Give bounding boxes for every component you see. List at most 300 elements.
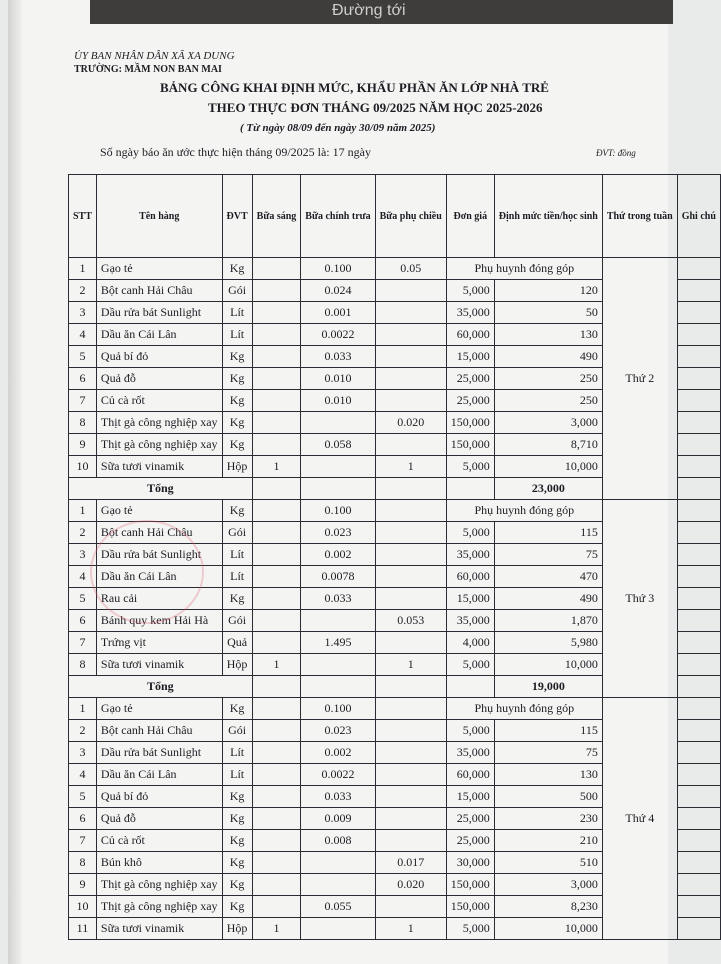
column-header: Thứ trong tuần [602, 175, 677, 258]
table-cell: 4 [69, 566, 97, 588]
table-cell: 6 [69, 808, 97, 830]
table-cell: Thịt gà công nghiệp xay [96, 874, 222, 896]
table-cell [375, 522, 446, 544]
empty-cell [252, 676, 301, 698]
empty-cell [375, 676, 446, 698]
table-cell: Bột canh Hải Châu [96, 280, 222, 302]
weekday-cell: Thứ 3 [602, 500, 677, 698]
table-cell: Hộp [222, 918, 252, 940]
table-cell [252, 742, 301, 764]
days-note: Số ngày báo ăn ước thực hiện tháng 09/2025 là: 17 ngày [100, 145, 371, 159]
table-cell: 4,000 [446, 632, 494, 654]
table-cell [252, 808, 301, 830]
table-cell: 3,000 [494, 412, 602, 434]
table-cell: 1 [252, 654, 301, 676]
parent-contribution-cell: Phụ huynh đóng góp [446, 698, 602, 720]
empty-cell [375, 478, 446, 500]
column-header: Tên hàng [96, 175, 222, 258]
table-cell: Quả bí đỏ [96, 346, 222, 368]
table-cell: 5,000 [446, 918, 494, 940]
table-cell: 0.008 [301, 830, 375, 852]
table-cell: 10 [69, 896, 97, 918]
table-cell: Quả bí đỏ [96, 786, 222, 808]
table-cell: Kg [222, 412, 252, 434]
table-cell: 35,000 [446, 742, 494, 764]
table-cell: Dầu rửa bát Sunlight [96, 544, 222, 566]
table-cell: 9 [69, 874, 97, 896]
table-cell: 3 [69, 544, 97, 566]
table-cell: 8,710 [494, 434, 602, 456]
table-cell: Kg [222, 698, 252, 720]
table-cell [252, 786, 301, 808]
table-cell: 0.058 [301, 434, 375, 456]
table-cell [301, 412, 375, 434]
table-cell: 15,000 [446, 786, 494, 808]
table-cell: Sữa tươi vinamik [96, 456, 222, 478]
table-cell: Gạo tẻ [96, 698, 222, 720]
table-cell: 15,000 [446, 346, 494, 368]
table-cell: 7 [69, 632, 97, 654]
table-cell: 15,000 [446, 588, 494, 610]
table-cell: 0.100 [301, 500, 375, 522]
note-cell [677, 258, 720, 280]
table-cell [252, 324, 301, 346]
column-header: Ghi chú [677, 175, 720, 258]
table-cell: Lít [222, 302, 252, 324]
table-cell: 75 [494, 544, 602, 566]
total-value: 23,000 [494, 478, 602, 500]
table-cell: Kg [222, 852, 252, 874]
note-cell [677, 412, 720, 434]
table-cell: 0.033 [301, 346, 375, 368]
table-cell [375, 302, 446, 324]
table-cell: 130 [494, 764, 602, 786]
table-cell: 0.053 [375, 610, 446, 632]
table-cell: 1 [69, 500, 97, 522]
note-cell [677, 786, 720, 808]
table-cell: Kg [222, 874, 252, 896]
table-cell: 2 [69, 280, 97, 302]
table-cell: 3,000 [494, 874, 602, 896]
table-cell: 8 [69, 412, 97, 434]
table-cell: Thịt gà công nghiệp xay [96, 896, 222, 918]
table-cell: 1 [375, 918, 446, 940]
table-cell: 0.05 [375, 258, 446, 280]
table-cell: Kg [222, 896, 252, 918]
table-cell: Thịt gà công nghiệp xay [96, 412, 222, 434]
table-cell: 0.017 [375, 852, 446, 874]
table-cell [375, 896, 446, 918]
table-cell: 5,000 [446, 654, 494, 676]
table-cell: 35,000 [446, 544, 494, 566]
table-cell: Bún khô [96, 852, 222, 874]
table-cell: Quả đỗ [96, 368, 222, 390]
table-cell: 500 [494, 786, 602, 808]
table-cell: 0.023 [301, 720, 375, 742]
table-cell: Thịt gà công nghiệp xay [96, 434, 222, 456]
table-cell: 1,870 [494, 610, 602, 632]
table-cell: Sữa tươi vinamik [96, 654, 222, 676]
table-cell: 6 [69, 610, 97, 632]
table-cell [252, 610, 301, 632]
note-cell [677, 566, 720, 588]
table-cell: Gói [222, 280, 252, 302]
empty-cell [446, 676, 494, 698]
date-range: ( Từ ngày 08/09 đến ngày 30/09 năm 2025) [240, 122, 436, 134]
table-cell [375, 742, 446, 764]
top-banner [90, 0, 673, 24]
table-cell: Bột canh Hải Châu [96, 720, 222, 742]
table-cell: 0.100 [301, 698, 375, 720]
table-cell: Bánh quy kem Hải Hà [96, 610, 222, 632]
table-cell: 0.010 [301, 390, 375, 412]
note-cell [677, 522, 720, 544]
note-cell [677, 368, 720, 390]
note-cell [677, 808, 720, 830]
note-cell [677, 390, 720, 412]
note-cell [677, 280, 720, 302]
table-cell: Dầu ăn Cái Lân [96, 324, 222, 346]
table-cell [375, 764, 446, 786]
table-cell: 250 [494, 368, 602, 390]
table-cell: 490 [494, 346, 602, 368]
table-cell: Hộp [222, 456, 252, 478]
column-header: Bữa phụ chiều [375, 175, 446, 258]
table-cell [252, 302, 301, 324]
table-cell: 1.495 [301, 632, 375, 654]
table-cell: 0.033 [301, 786, 375, 808]
table-cell: 60,000 [446, 764, 494, 786]
table-cell: 150,000 [446, 896, 494, 918]
note-cell [677, 302, 720, 324]
table-cell: Kg [222, 830, 252, 852]
table-cell: 5 [69, 588, 97, 610]
table-cell: 5,000 [446, 280, 494, 302]
table-cell: 510 [494, 852, 602, 874]
table-cell: 0.002 [301, 544, 375, 566]
table-cell [375, 368, 446, 390]
column-header: Bữa sáng [252, 175, 301, 258]
table-cell: 1 [375, 654, 446, 676]
table-cell [252, 874, 301, 896]
table-cell [375, 434, 446, 456]
note-cell [677, 588, 720, 610]
note-cell [677, 676, 720, 698]
table-cell: 3 [69, 742, 97, 764]
table-cell: 35,000 [446, 302, 494, 324]
table-cell: 0.020 [375, 412, 446, 434]
table-cell: 0.033 [301, 588, 375, 610]
document-page [8, 0, 716, 964]
table-cell [375, 720, 446, 742]
table-cell: 0.0022 [301, 764, 375, 786]
table-cell [252, 896, 301, 918]
table-cell: 60,000 [446, 324, 494, 346]
note-cell [677, 720, 720, 742]
table-cell [252, 346, 301, 368]
table-cell: 120 [494, 280, 602, 302]
table-cell: 30,000 [446, 852, 494, 874]
table-cell: 115 [494, 720, 602, 742]
table-cell: 0.002 [301, 742, 375, 764]
table-cell: 470 [494, 566, 602, 588]
table-cell [375, 390, 446, 412]
note-cell [677, 654, 720, 676]
table-cell [375, 280, 446, 302]
table-cell: Củ cà rốt [96, 830, 222, 852]
table-cell: Trứng vịt [96, 632, 222, 654]
note-cell [677, 632, 720, 654]
table-cell [252, 632, 301, 654]
table-cell: Rau cải [96, 588, 222, 610]
table-cell: 5 [69, 786, 97, 808]
table-cell: Quả [222, 632, 252, 654]
table-cell: Gạo tẻ [96, 258, 222, 280]
note-cell [677, 346, 720, 368]
table-cell [252, 412, 301, 434]
table-cell [375, 830, 446, 852]
table-cell: Củ cà rốt [96, 390, 222, 412]
table-cell: 25,000 [446, 830, 494, 852]
table-cell: Kg [222, 258, 252, 280]
table-cell: 8 [69, 654, 97, 676]
table-cell: Hộp [222, 654, 252, 676]
table-cell: 0.023 [301, 522, 375, 544]
table-cell: 230 [494, 808, 602, 830]
unit-note: ĐVT: đồng [596, 148, 636, 158]
table-cell: Kg [222, 368, 252, 390]
table-cell: 0.020 [375, 874, 446, 896]
table-cell: Quả đỗ [96, 808, 222, 830]
table-cell: Kg [222, 434, 252, 456]
table-cell [375, 544, 446, 566]
empty-cell [446, 478, 494, 500]
table-cell: Kg [222, 786, 252, 808]
empty-cell [252, 478, 301, 500]
table-cell: Lít [222, 566, 252, 588]
table-cell: 250 [494, 390, 602, 412]
table-cell: 25,000 [446, 808, 494, 830]
red-stamp [90, 520, 204, 624]
table-cell [252, 852, 301, 874]
parent-contribution-cell: Phụ huynh đóng góp [446, 500, 602, 522]
table-cell: Kg [222, 390, 252, 412]
table-cell [252, 258, 301, 280]
document-title: BẢNG CÔNG KHAI ĐỊNH MỨC, KHẨU PHẦN ĂN LỚP NHÀ TRẺ [160, 80, 549, 95]
table-cell: 0.024 [301, 280, 375, 302]
parent-contribution-cell: Phụ huynh đóng góp [446, 258, 602, 280]
table-cell [252, 764, 301, 786]
table-cell [301, 610, 375, 632]
table-cell: Kg [222, 500, 252, 522]
table-cell: 10,000 [494, 918, 602, 940]
table-cell: 210 [494, 830, 602, 852]
table-cell [252, 500, 301, 522]
table-cell: 3 [69, 302, 97, 324]
table-cell: 5,000 [446, 720, 494, 742]
table-cell: 7 [69, 390, 97, 412]
table-cell: 2 [69, 522, 97, 544]
table-cell: Lít [222, 742, 252, 764]
table-cell: 0.0078 [301, 566, 375, 588]
table-cell: Gạo tẻ [96, 500, 222, 522]
table-row [69, 500, 721, 522]
document-subtitle: THEO THỰC ĐƠN THÁNG 09/2025 NĂM HỌC 2025-2026 [208, 100, 543, 115]
table-cell [301, 456, 375, 478]
table-cell: Kg [222, 346, 252, 368]
table-cell [252, 544, 301, 566]
page-edge-shadow [8, 0, 22, 964]
note-cell [677, 742, 720, 764]
column-header: Đơn giá [446, 175, 494, 258]
empty-cell [301, 676, 375, 698]
table-cell [252, 588, 301, 610]
table-cell: 115 [494, 522, 602, 544]
note-cell [677, 830, 720, 852]
column-header: ĐVT [222, 175, 252, 258]
table-row [69, 698, 721, 720]
table-cell: Bột canh Hải Châu [96, 522, 222, 544]
table-cell: 0.010 [301, 368, 375, 390]
table-cell: 0.055 [301, 896, 375, 918]
table-cell: Lít [222, 764, 252, 786]
table-cell [375, 588, 446, 610]
note-cell [677, 698, 720, 720]
table-cell [252, 720, 301, 742]
note-cell [677, 610, 720, 632]
table-cell [375, 346, 446, 368]
header-row [69, 175, 721, 258]
table-cell: 0.100 [301, 258, 375, 280]
note-cell [677, 896, 720, 918]
table-cell: 150,000 [446, 412, 494, 434]
table-cell: 1 [252, 456, 301, 478]
table-cell: 4 [69, 324, 97, 346]
table-cell: 5,980 [494, 632, 602, 654]
total-label: Tổng [69, 676, 253, 698]
table-cell: 6 [69, 368, 97, 390]
table-cell: 8 [69, 852, 97, 874]
table-cell [252, 566, 301, 588]
table-cell: 0.0022 [301, 324, 375, 346]
table-cell: Dầu rửa bát Sunlight [96, 302, 222, 324]
total-label: Tổng [69, 478, 253, 500]
table-cell: 1 [252, 918, 301, 940]
table-cell [252, 390, 301, 412]
table-cell: Gói [222, 522, 252, 544]
table-cell [301, 874, 375, 896]
table-cell: Dầu ăn Cái Lân [96, 566, 222, 588]
table-cell: 150,000 [446, 874, 494, 896]
note-cell [677, 500, 720, 522]
weekday-cell: Thứ 4 [602, 698, 677, 940]
table-cell: 10,000 [494, 654, 602, 676]
table-cell: 1 [375, 456, 446, 478]
table-cell [252, 830, 301, 852]
table-cell: 7 [69, 830, 97, 852]
table-cell: 5 [69, 346, 97, 368]
note-cell [677, 544, 720, 566]
table-cell [252, 434, 301, 456]
table-cell: 5,000 [446, 456, 494, 478]
table-cell: Lít [222, 324, 252, 346]
top-banner-text: Đường tới [332, 2, 406, 19]
table-cell [375, 808, 446, 830]
table-cell: 5,000 [446, 522, 494, 544]
table-cell: 2 [69, 720, 97, 742]
table-cell: 150,000 [446, 434, 494, 456]
note-cell [677, 478, 720, 500]
note-cell [677, 456, 720, 478]
table-cell: 35,000 [446, 610, 494, 632]
table-cell: 0.009 [301, 808, 375, 830]
table-cell: 490 [494, 588, 602, 610]
table-cell: 60,000 [446, 566, 494, 588]
table-cell: 1 [69, 698, 97, 720]
note-cell [677, 324, 720, 346]
note-cell [677, 764, 720, 786]
table-cell [301, 852, 375, 874]
authority-name: ỦY BAN NHÂN DÂN XÃ XA DUNG [74, 50, 235, 62]
table-cell: 25,000 [446, 368, 494, 390]
table-cell: 4 [69, 764, 97, 786]
table-cell: Gói [222, 720, 252, 742]
empty-cell [301, 478, 375, 500]
table-cell: Dầu ăn Cái Lân [96, 764, 222, 786]
table-cell: 75 [494, 742, 602, 764]
table-cell: 10 [69, 456, 97, 478]
table-cell [375, 698, 446, 720]
table-cell: Gói [222, 610, 252, 632]
table-cell [252, 368, 301, 390]
table-cell [301, 654, 375, 676]
weekday-cell: Thứ 2 [602, 258, 677, 500]
note-cell [677, 434, 720, 456]
table-cell [375, 786, 446, 808]
table-cell: 8,230 [494, 896, 602, 918]
table-cell: 0.001 [301, 302, 375, 324]
total-value: 19,000 [494, 676, 602, 698]
table-cell: Kg [222, 588, 252, 610]
table-cell: 25,000 [446, 390, 494, 412]
column-header: Bữa chính trưa [301, 175, 375, 258]
table-cell [375, 566, 446, 588]
table-cell: 10,000 [494, 456, 602, 478]
table-cell: Lít [222, 544, 252, 566]
table-cell [375, 500, 446, 522]
table-row [69, 258, 721, 280]
table-cell: Sữa tươi vinamik [96, 918, 222, 940]
table-cell [252, 522, 301, 544]
table-cell: 1 [69, 258, 97, 280]
school-name: TRƯỜNG: MẦM NON BAN MAI [74, 64, 222, 75]
table-cell [252, 698, 301, 720]
table-cell [375, 632, 446, 654]
table-cell [301, 918, 375, 940]
column-header: Định mức tiền/học sinh [494, 175, 602, 258]
table-cell: 11 [69, 918, 97, 940]
table-cell: 130 [494, 324, 602, 346]
note-cell [677, 852, 720, 874]
table-cell [252, 280, 301, 302]
note-cell [677, 874, 720, 896]
table-cell: Kg [222, 808, 252, 830]
note-cell [677, 918, 720, 940]
table-cell: 9 [69, 434, 97, 456]
table-cell: Dầu rửa bát Sunlight [96, 742, 222, 764]
table-cell: 50 [494, 302, 602, 324]
column-header: STT [69, 175, 97, 258]
